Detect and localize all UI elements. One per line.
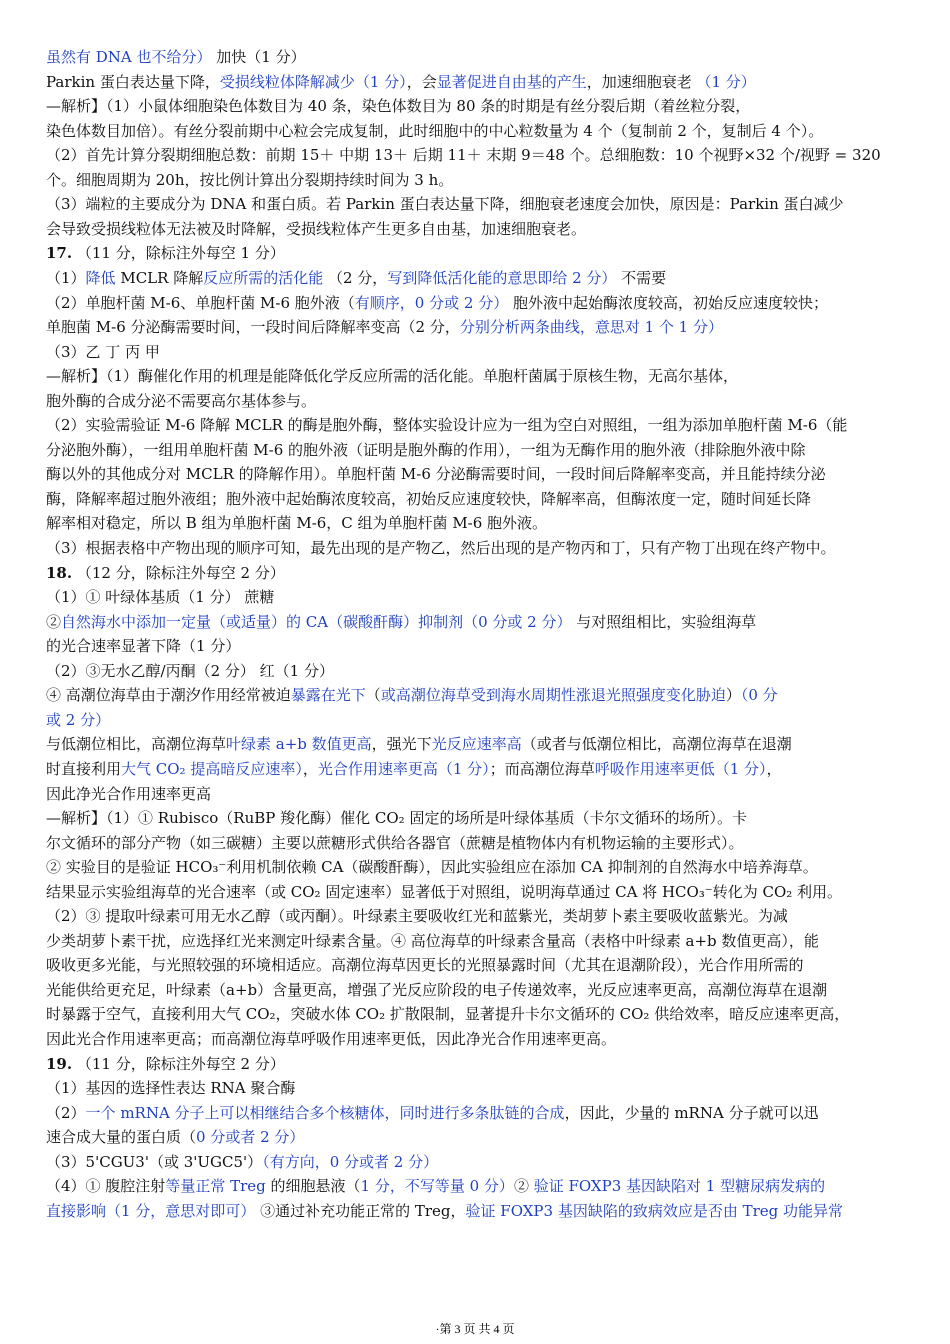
text-run: （2）实验需验证 M-6 降解 MCLR 的酶是胞外酶，整体实验设计应为一组为空白对照组，一组为添加单胞杆菌 M-6（能 [46, 416, 848, 435]
text-run: （2）③ 提取叶绿素可用无水乙醇（或丙酮）。叶绿素主要吸收红光和蓝紫光，类胡萝卜素主要吸收蓝紫光。为减 [46, 907, 788, 926]
text-run: 胞外酶的合成分泌不需要高尔基体参与。 [46, 391, 317, 410]
text-run: （1）基因的选择性表达 RNA 聚合酶 [46, 1079, 296, 1098]
text-line [46, 1029, 906, 1049]
text-run: （3）乙 丁 丙 甲 [46, 342, 160, 361]
text-run: 不需要 [616, 268, 667, 287]
text-line [46, 219, 906, 239]
text-run: （4）① 腹腔注射 [46, 1177, 166, 1196]
answer-note: 自然海水中添加一定量（或适量）的 CA（碳酸酐酶）抑制剂（0 分或 2 分） [61, 612, 572, 631]
answer-note: 验证 FOXP3 基因缺陷对 1 型糖尿病发病的 [533, 1177, 826, 1196]
text-line [46, 955, 906, 975]
text-run: （1）① 叶绿体基质（1 分） 蔗糖 [46, 588, 275, 607]
answer-note: 反应所需的活化能 [203, 268, 324, 287]
answer-note: 0 分或者 2 分） [196, 1128, 305, 1147]
text-run: （2 分， [323, 268, 388, 287]
answer-note: 呼吸作用速率更低（1 分） [594, 759, 767, 778]
text-line [46, 759, 906, 779]
text-run: ② 实验目的是验证 HCO₃⁻利用机制依赖 CA（碳酸酐酶），因此实验组应在添加 CA 抑制剂的自然海水中培养海草。 [46, 858, 818, 877]
text-line [46, 1127, 906, 1147]
answer-note: （1 分） [696, 72, 756, 91]
answer-note: 虽然有 DNA 也不给分） [46, 48, 212, 66]
text-run: 少类胡萝卜素干扰，应选择红光来测定叶绿素含量。④ 高位海草的叶绿素含量高（表格中叶绿素 a+b 数值更高），能 [46, 931, 819, 950]
text-line [46, 734, 906, 754]
text-run: ， [302, 759, 318, 778]
text-run: 个。细胞周期为 20h，按比例计算出分裂期持续时间为 3 h。 [46, 170, 454, 189]
answer-note: 一个 mRNA 分子上可以相继结合多个核糖体，同时进行多条肽链的合成 [85, 1103, 565, 1122]
text-run: 因此光合作用速率更高；而高潮位海草呼吸作用速率更低，因此净光合作用速率更高。 [46, 1030, 617, 1048]
text-run: 17. [46, 244, 73, 263]
text-line [46, 1078, 906, 1098]
text-run: 与对照组相比，实验组海草 [571, 612, 757, 631]
text-run: ， [766, 759, 782, 778]
text-run: （3）5'CGU3'（或 3'UGC5'） [46, 1152, 263, 1171]
text-run: 酶以外的其他成分对 MCLR 的降解作用）。单胞杆菌 M-6 分泌酶需要时间，一段时间后降解率变高，并且能持续分泌 [46, 465, 826, 484]
text-run: 吸收更多光能，与光照较强的环境相适应。高潮位海草因更长的光照暴露时间（尤其在退潮阶段），光合作用所需的 [46, 956, 804, 975]
text-run: （11 分，除标注外每空 1 分） [72, 244, 285, 263]
text-run: （ [365, 686, 381, 705]
text-run: 18. [46, 563, 73, 582]
answer-note: 大气 CO₂ 提高暗反应速率） [121, 759, 303, 778]
text-run: （1） [46, 268, 86, 287]
answer-note: （有方向，0 分或者 2 分） [262, 1152, 439, 1171]
text-line [46, 415, 906, 435]
answer-note: 或高潮位海草受到海水周期性涨退 [380, 686, 606, 705]
text-run: ，因此，少量的 mRNA 分子就可以迅 [564, 1103, 819, 1122]
text-line [46, 661, 906, 681]
text-line [46, 587, 906, 607]
text-line [46, 808, 906, 828]
text-run: 酶，降解率超过胞外液组；胞外液中起始酶浓度较高，初始反应速度较快，降解率高，但酶浓度一定，随时间延长降 [46, 489, 812, 508]
text-line [46, 784, 906, 804]
text-run: —解析】（1）小鼠体细胞染色体数目为 40 条，染色体数目为 80 条的时期是有丝分裂后期（着丝粒分裂， [46, 97, 751, 116]
text-run: 19. [46, 1054, 73, 1073]
text-run: ，会 [406, 72, 437, 91]
text-line [46, 145, 906, 165]
text-run: 染色体数目加倍）。有丝分裂前期中心粒会完成复制，此时细胞中的中心粒数量为 4 个（复制前 2 个，复制后 4 个）。 [46, 121, 824, 140]
text-line [46, 1103, 906, 1123]
answer-note: 1 分，不写等量 0 分） [360, 1177, 514, 1196]
text-line [46, 121, 906, 141]
text-line [46, 857, 906, 877]
answer-note: 降低 [85, 268, 116, 287]
text-line [46, 1152, 906, 1172]
text-line [46, 440, 906, 460]
text-run: ，加速细胞衰老 [586, 72, 697, 91]
text-run: （3）端粒的主要成分为 DNA 和蛋白质。若 Parkin 蛋白表达量下降，细胞衰老速度会加快，原因是：Parkin 蛋白减少 [46, 195, 844, 214]
text-line [46, 612, 906, 632]
text-line [46, 882, 906, 902]
text-run: —解析】（1）酶催化作用的机理是能降低化学反应所需的活化能。单胞杆菌属于原核生物，无高尔基体， [46, 367, 739, 386]
answer-note: 受损线粒体降解减少（1 分） [219, 72, 407, 91]
answer-note: 显著促进自由基的产生 [436, 72, 587, 91]
answer-note: 光照强度变化胁迫 [605, 686, 726, 705]
text-run: 光能供给更充足，叶绿素（a+b）含量更高，增强了光反应阶段的电子传递效率，光反应速率更高，高潮位海草在退潮 [46, 980, 828, 999]
text-line [46, 391, 906, 411]
text-line [46, 685, 906, 705]
text-run: （2） [46, 1103, 86, 1122]
text-line [46, 342, 906, 362]
text-line [46, 366, 906, 386]
text-run: 解率相对稳定，所以 B 组为单胞杆菌 M-6，C 组为单胞杆菌 M-6 胞外液。 [46, 514, 548, 533]
text-run: ④ 高潮位海草由于潮汐作用经常被迫 [46, 686, 291, 705]
text-line [46, 710, 906, 730]
text-line [46, 489, 906, 509]
text-line [46, 513, 906, 533]
text-run: （2）③无水乙醇/丙酮（2 分） 红（1 分） [46, 661, 334, 680]
text-run: 结果显示实验组海草的光合速率（或 CO₂ 固定速率）显著低于对照组，说明海草通过 CA 将 HCO₃⁻转化为 CO₂ 利用。 [46, 882, 843, 901]
text-run: ② [513, 1177, 534, 1196]
text-run: （2）单胞杆菌 M-6、单胞杆菌 M-6 胞外液（ [46, 293, 355, 312]
text-run: ） [725, 686, 741, 705]
answer-note: 等量正常 Treg [165, 1177, 266, 1196]
text-run: 尔文循环的部分产物（如三碳糖）主要以蔗糖形式供给各器官（蔗糖是植物体内有机物运输的主要形式）。 [46, 833, 744, 852]
text-run: ，强光下 [371, 735, 432, 754]
text-line [46, 563, 906, 583]
text-run: MCLR 降解 [115, 268, 204, 287]
answer-note: 直接影响（1 分，意思对即可） [46, 1201, 256, 1220]
text-line [46, 1004, 906, 1024]
answer-note: 写到降低活化能的意思即给 2 分） [387, 268, 617, 287]
answer-note: 暴露在光下 [290, 686, 366, 705]
answer-note: 叶绿素 a+b 数值更高 [226, 735, 372, 754]
text-line [46, 72, 906, 92]
text-line [46, 1054, 906, 1074]
answer-note: 分别分析两条曲线，意思对 1 个 1 分） [459, 318, 723, 337]
text-line [46, 931, 906, 951]
text-run: 单胞菌 M-6 分泌酶需要时间，一段时间后降解率变高（2 分， [46, 318, 460, 337]
text-line [46, 1201, 906, 1221]
text-run: （ [521, 735, 537, 754]
text-line [46, 293, 906, 313]
text-run: （3）根据表格中产物出现的顺序可知，最先出现的是产物乙，然后出现的是产物丙和丁，只有产物丁出现在终产物中。 [46, 539, 836, 557]
text-run: （11 分，除标注外每空 2 分） [72, 1054, 285, 1073]
text-run: —解析】（1）① Rubisco（RuBP 羧化酶）催化 CO₂ 固定的场所是叶绿体基质（卡尔文循环的场所）。卡 [46, 809, 747, 828]
text-line [46, 243, 906, 263]
text-line [46, 268, 906, 288]
text-line [46, 538, 906, 558]
text-line [46, 1176, 906, 1196]
text-line [46, 833, 906, 853]
text-run: 因此净光合作用速率更高 [46, 784, 212, 803]
text-run: Parkin 蛋白表达量下降， [46, 72, 220, 91]
text-run: 时直接利用 [46, 759, 122, 778]
text-run: 分泌胞外酶），一组用单胞杆菌 M-6 的胞外液（证明是胞外酶的作用），一组为无酶作用的胞外液（排除胞外液中除 [46, 440, 806, 459]
text-run: 或者与低潮位相比，高潮位海草在退潮 [536, 735, 792, 754]
text-line [46, 464, 906, 484]
text-run: 与低潮位相比，高潮位海草 [46, 735, 227, 754]
text-line [46, 980, 906, 1000]
text-line [46, 170, 906, 190]
text-line [46, 906, 906, 926]
text-run: 胞外液中起始酶浓度较高，初始反应速度较快； [508, 293, 828, 312]
text-line [46, 194, 906, 214]
answer-note: 验证 FOXP3 基因缺陷的致病效应是否由 Treg 功能异常 [465, 1201, 844, 1220]
text-run: 速合成大量的蛋白质（ [46, 1128, 197, 1147]
text-run: 会导致受损线粒体无法被及时降解，受损线粒体产生更多自由基，加速细胞衰老。 [46, 219, 587, 238]
answer-note: 光反应速率高 [431, 735, 522, 754]
answer-note: 光合作用速率更高（1 分） [317, 759, 490, 778]
answer-note: 有顺序，0 分或 2 分） [354, 293, 509, 312]
text-line [46, 317, 906, 337]
answer-note: （0 分 [740, 686, 778, 705]
text-run: ② [46, 612, 62, 631]
page-footer: ·第 3 页 共 4 页 [435, 1322, 515, 1336]
text-run: ③通过补充功能正常的 Treg， [255, 1201, 466, 1220]
text-run: （2）首先计算分裂期细胞总数：前期 15＋ 中期 13＋ 后期 11＋ 末期 9＝48 个。总细胞数：10 个视野×32 个/视野 = 320 [46, 146, 881, 165]
text-run: （12 分，除标注外每空 2 分） [72, 563, 285, 582]
text-run: ；而高潮位海草 [489, 759, 595, 778]
text-line [46, 636, 906, 656]
text-run: 加快（1 分） [211, 48, 306, 66]
text-run: 时暴露于空气，直接利用大气 CO₂，突破水体 CO₂ 扩散限制，显著提升卡尔文循环的 CO₂ 供给效率，暗反应速率更高， [46, 1005, 850, 1024]
text-run: 的光合速率显著下降（1 分） [46, 637, 241, 656]
text-line [46, 47, 906, 67]
text-run: 的细胞悬液（ [265, 1177, 361, 1196]
answer-note: 或 2 分） [46, 710, 111, 729]
text-line [46, 96, 906, 116]
